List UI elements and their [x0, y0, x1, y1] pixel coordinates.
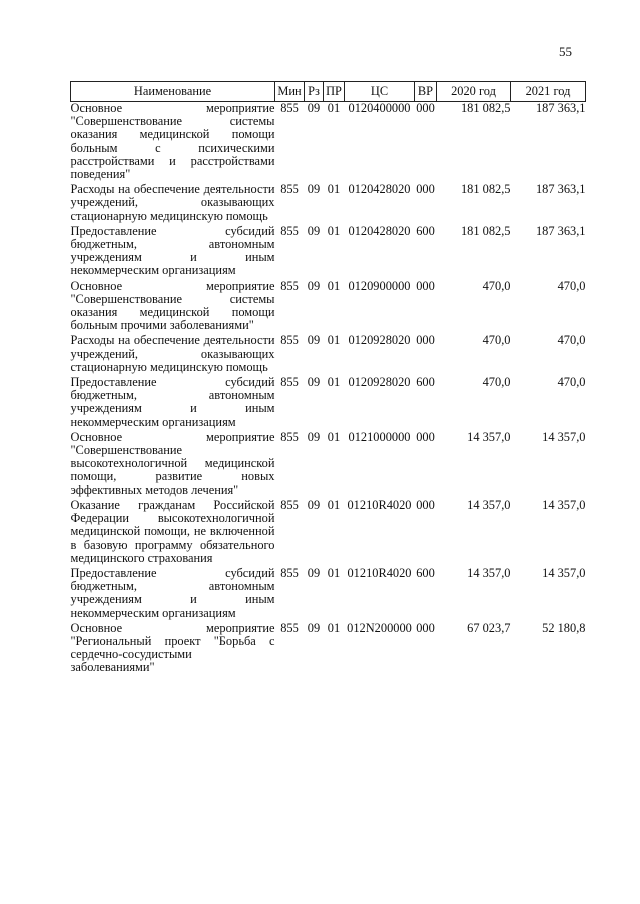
page-number: 55 [559, 44, 572, 59]
row-vr: 000 [416, 620, 435, 635]
row-rz: 09 [307, 620, 321, 635]
row-min: 855 [280, 278, 299, 293]
row-2020: 14 357,0 [467, 497, 511, 512]
row-2020: 470,0 [482, 278, 511, 293]
row-name: Предоставление субсидий бюджетным, автономным учреждениям и иным некоммерческим организациям [70, 375, 275, 429]
row-name: Предоставление субсидий бюджетным, автономным учреждениям и иным некоммерческим организациям [70, 565, 275, 620]
row-cs: 0120428020 [348, 182, 411, 197]
row-2021: 52 180,8 [542, 620, 586, 635]
row-name: Основное мероприятие "Совершенствование системы оказания медицинской помощи больным с психическими расстройствами и расстройствами поведения" [70, 101, 275, 182]
row-cs: 01210R4020 [347, 497, 412, 512]
header-cs: ЦС [345, 82, 415, 102]
row-2021: 14 357,0 [542, 497, 586, 512]
row-min: 855 [280, 101, 299, 115]
row-min: 855 [280, 223, 299, 238]
row-name: Основное мероприятие "Региональный проект "Борьба с сердечно-сосудистыми заболеваниями" [70, 620, 275, 675]
row-cs: 01210R4020 [347, 565, 412, 580]
row-min: 855 [280, 497, 299, 512]
row-pr: 01 [327, 278, 341, 293]
table-body [71, 102, 586, 677]
row-rz: 09 [307, 429, 321, 444]
header-2021: 2021 год [511, 82, 586, 102]
row-vr: 000 [416, 101, 435, 115]
table-row [71, 183, 586, 225]
row-vr: 000 [416, 182, 435, 197]
row-cs: 0120928020 [348, 333, 411, 348]
row-vr: 000 [416, 278, 435, 293]
row-cs: 0120400000 [348, 101, 411, 115]
row-rz: 09 [307, 497, 321, 512]
row-2020: 181 082,5 [460, 223, 511, 238]
row-2020: 67 023,7 [467, 620, 511, 635]
table-row [71, 225, 586, 280]
row-min: 855 [280, 620, 299, 635]
row-vr: 000 [416, 497, 435, 512]
row-name: Основное мероприятие "Совершенствование системы оказания медицинской помощи больным прочими заболеваниями" [70, 278, 275, 333]
row-2020: 181 082,5 [460, 182, 511, 197]
row-vr: 000 [416, 429, 435, 444]
row-pr: 01 [327, 182, 341, 197]
row-rz: 09 [307, 565, 321, 580]
table-row [71, 431, 586, 499]
row-pr: 01 [327, 101, 341, 115]
row-name: Расходы на обеспечение деятельности учреждений, оказывающих стационарную медицинскую помощь [70, 333, 275, 374]
row-rz: 09 [307, 278, 321, 293]
row-min: 855 [280, 375, 299, 390]
row-cs: 012N200000 [347, 620, 412, 635]
row-cs: 0120928020 [348, 375, 411, 390]
row-rz: 09 [307, 101, 321, 115]
row-min: 855 [280, 429, 299, 444]
table-row [71, 376, 586, 431]
table-row [71, 280, 586, 335]
row-name: Основное мероприятие "Совершенствование высокотехнологичной медицинской помощи, развитие новых эффективных методов лечения" [70, 429, 275, 497]
row-2020: 470,0 [482, 333, 511, 348]
row-cs: 0121000000 [348, 429, 411, 444]
row-2021: 14 357,0 [542, 429, 586, 444]
row-pr: 01 [327, 565, 341, 580]
budget-table [70, 81, 586, 677]
table-row [71, 334, 586, 376]
row-pr: 01 [327, 497, 341, 512]
row-name: Предоставление субсидий бюджетным, автономным учреждениям и иным некоммерческим организациям [70, 223, 275, 278]
row-name: Расходы на обеспечение деятельности учреждений, оказывающих стационарную медицинскую помощь [70, 182, 275, 223]
table-header [71, 82, 586, 102]
row-min: 855 [280, 565, 299, 580]
header-pr: ПР [324, 82, 345, 102]
row-rz: 09 [307, 182, 321, 197]
row-2021: 187 363,1 [535, 101, 586, 115]
row-rz: 09 [307, 223, 321, 238]
row-pr: 01 [327, 375, 341, 390]
row-pr: 01 [327, 429, 341, 444]
header-rz: Рз [305, 82, 324, 102]
row-2021: 470,0 [557, 278, 586, 293]
row-rz: 09 [307, 333, 321, 348]
row-pr: 01 [327, 223, 341, 238]
table-row [71, 567, 586, 622]
row-pr: 01 [327, 333, 341, 348]
row-2020: 14 357,0 [467, 565, 511, 580]
row-2021: 187 363,1 [535, 182, 586, 197]
row-2021: 187 363,1 [535, 223, 586, 238]
row-2020: 470,0 [482, 375, 511, 390]
row-vr: 600 [416, 223, 435, 238]
header-vr: ВР [415, 82, 437, 102]
table-row [71, 622, 586, 677]
row-2021: 14 357,0 [542, 565, 586, 580]
row-vr: 600 [416, 375, 435, 390]
row-2021: 470,0 [557, 333, 586, 348]
header-2020: 2020 год [437, 82, 511, 102]
header-min: Мин [275, 82, 305, 102]
row-2021: 470,0 [557, 375, 586, 390]
row-rz: 09 [307, 375, 321, 390]
row-vr: 000 [416, 333, 435, 348]
row-min: 855 [280, 182, 299, 197]
table-row [71, 499, 586, 567]
row-name: Оказание гражданам Российской Федерации высокотехнологичной медицинской помощи, не включенной в базовую программу обязательного медицинского страхования [70, 497, 275, 565]
row-2020: 181 082,5 [460, 101, 511, 115]
header-name: Наименование [71, 82, 275, 102]
row-cs: 0120428020 [348, 223, 411, 238]
table-row [71, 102, 586, 184]
row-2020: 14 357,0 [467, 429, 511, 444]
row-min: 855 [280, 333, 299, 348]
row-pr: 01 [327, 620, 341, 635]
row-cs: 0120900000 [348, 278, 411, 293]
row-vr: 600 [416, 565, 435, 580]
